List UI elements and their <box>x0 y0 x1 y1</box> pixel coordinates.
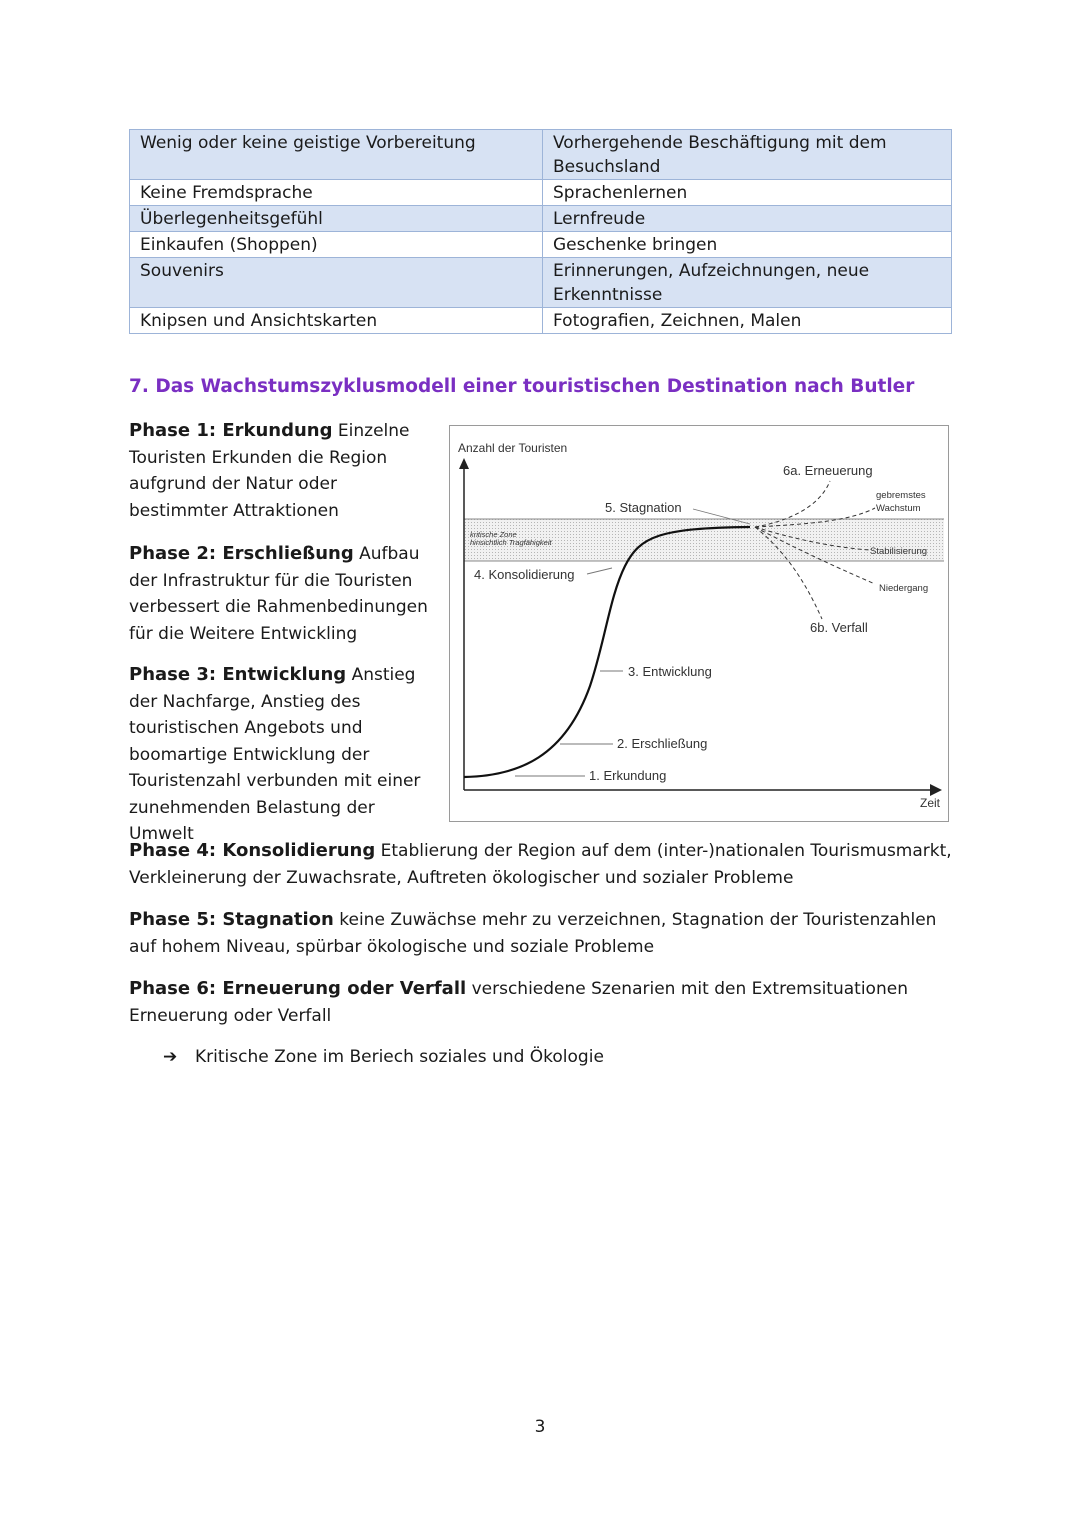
table-cell: Wenig oder keine geistige Vorbereitung <box>130 130 543 180</box>
y-axis-label: Anzahl der Touristen <box>458 441 568 455</box>
phase-1-description <box>129 418 429 524</box>
table-row <box>130 232 952 258</box>
table-cell: Geschenke bringen <box>543 232 952 258</box>
table-row <box>130 180 952 206</box>
phase-2-name: Phase 2: Erschließung <box>129 543 354 564</box>
table-cell: Einkaufen (Shoppen) <box>130 232 543 258</box>
phase-6-text: verschiedene Szenarien mit den Extremsituationen Erneuerung oder Verfall <box>129 979 908 1026</box>
x-axis-label: Zeit <box>920 796 941 810</box>
table-cell: Souvenirs <box>130 258 543 308</box>
leader-s4 <box>587 568 612 574</box>
y-axis-arrow-icon <box>459 458 469 469</box>
phase-5-name: Phase 5: Stagnation <box>129 909 334 930</box>
stage-label-6a: 6a. Erneuerung <box>783 463 873 478</box>
stage-label-6b: 6b. Verfall <box>810 620 868 635</box>
conclusion-note <box>163 1045 604 1069</box>
phase-4-description <box>129 838 959 891</box>
table-cell: Überlegenheitsgefühl <box>130 206 543 232</box>
table-cell: Keine Fremdsprache <box>130 180 543 206</box>
phase-4-text: Etablierung der Region auf dem (inter-)nationalen Tourismusmarkt, Verkleinerung der Zuwachsrate, Auftreten ökologischer und sozialer Probleme <box>129 841 952 888</box>
stage-label-1: 1. Erkundung <box>589 768 667 783</box>
table-row <box>130 258 952 308</box>
scenario-label-stabilisierung: Stabilisierung <box>870 546 928 557</box>
phase-4-name: Phase 4: Konsolidierung <box>129 840 376 861</box>
phase-2-description <box>129 541 429 647</box>
table-row <box>130 206 952 232</box>
conclusion-text: Kritische Zone im Beriech soziales und Ökologie <box>195 1047 604 1067</box>
arrow-right-icon: ➔ <box>163 1047 178 1067</box>
phase-3-name: Phase 3: Entwicklung <box>129 664 347 685</box>
phase-6-description <box>129 976 959 1029</box>
butler-cycle-diagram <box>449 425 949 822</box>
zone-label-2: hinsichtlich Tragfähigkeit <box>470 538 552 547</box>
phase-3-description <box>129 662 429 848</box>
stage-label-4: 4. Konsolidierung <box>474 567 575 582</box>
table-cell: Fotografien, Zeichnen, Malen <box>543 308 952 334</box>
phase-3-text: Anstieg der Nachfarge, Anstieg des touristischen Angebots und boomartige Entwicklung der Touristenzahl verbunden mit einer zunehmenden Belastung der Umwelt <box>129 665 421 844</box>
table-cell: Sprachenlernen <box>543 180 952 206</box>
phase-6-name: Phase 6: Erneuerung oder Verfall <box>129 978 467 999</box>
table-row <box>130 130 952 180</box>
stage-label-2: 2. Erschließung <box>617 736 708 751</box>
scenario-label-niedergang: Niedergang <box>879 583 929 594</box>
phase-5-text: keine Zuwächse mehr zu verzeichnen, Stagnation der Touristenzahlen auf hohem Niveau, spürbar ökologische und soziale Probleme <box>129 910 937 957</box>
table-cell: Knipsen und Ansichtskarten <box>130 308 543 334</box>
zone-label-1: kritische Zone <box>470 530 517 539</box>
phase-2-text: Aufbau der Infrastruktur für die Touristen verbessert die Rahmenbedinungen für die Weitere Entwickling <box>129 544 428 644</box>
diagram-svg <box>450 426 950 823</box>
table-cell: Lernfreude <box>543 206 952 232</box>
phase-1-text: Einzelne Touristen Erkunden die Region aufgrund der Natur oder bestimmter Attraktionen <box>129 421 410 521</box>
stage-label-5: 5. Stagnation <box>605 500 682 515</box>
page-number: 3 <box>534 1417 546 1437</box>
x-axis-arrow-icon <box>930 784 942 796</box>
scenario-label-wachstum-1: gebremstes <box>876 490 926 501</box>
phase-1-name: Phase 1: Erkundung <box>129 420 333 441</box>
scenario-label-wachstum-2: Wachstum <box>876 503 921 514</box>
table-row <box>130 308 952 334</box>
table-cell: Erinnerungen, Aufzeichnungen, neue Erkenntnisse <box>543 258 952 308</box>
comparison-table <box>129 129 952 334</box>
table-cell: Vorhergehende Beschäftigung mit dem Besuchsland <box>543 130 952 180</box>
phase-5-description <box>129 907 959 960</box>
stage-label-3: 3. Entwicklung <box>628 664 712 679</box>
section-title: 7. Das Wachstumszyklusmodell einer touristischen Destination nach Butler <box>129 376 915 397</box>
